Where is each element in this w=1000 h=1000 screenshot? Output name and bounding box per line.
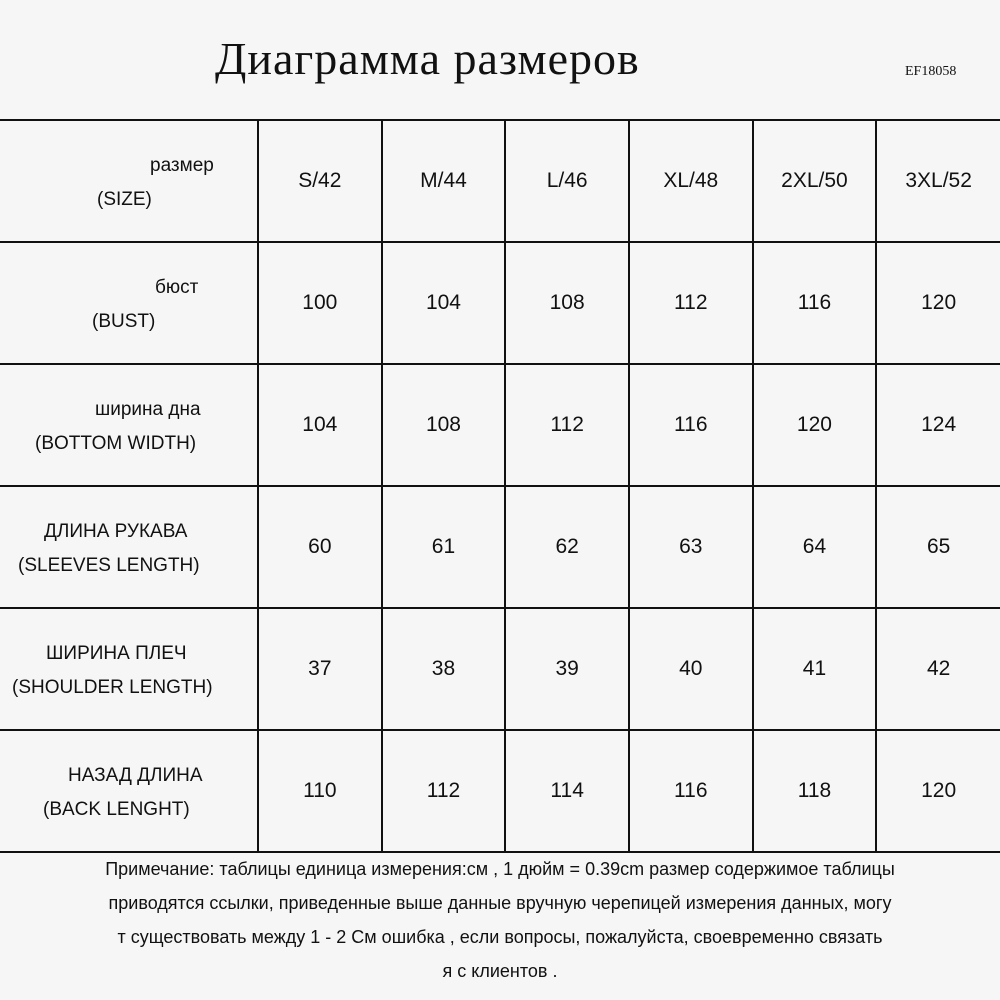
size-label-cell [0, 120, 258, 242]
size-label-en: (SIZE) [97, 189, 152, 210]
table-cell: 120 [876, 730, 1000, 852]
table-cell: 39 [505, 608, 629, 730]
note-line: я с клиентов . [442, 961, 558, 981]
table-cell: 40 [629, 608, 753, 730]
row-label-en: (SHOULDER LENGTH) [12, 677, 213, 698]
row-label-cell [0, 242, 258, 364]
table-cell: 108 [382, 364, 506, 486]
row-label-ru: ДЛИНА РУКАВА [44, 521, 188, 542]
note-line: Примечание: таблицы единица измерения:см , 1 дюйм = 0.39cm размер содержимое таблицы [105, 859, 895, 879]
row-label-cell [0, 608, 258, 730]
row-label-en: (BACK LENGHT) [43, 799, 190, 820]
note-text [0, 852, 1000, 988]
row-label-en: (BOTTOM WIDTH) [35, 433, 197, 454]
size-header-cell: XL/48 [629, 120, 753, 242]
size-label-ru: размер [150, 155, 214, 176]
table-row [0, 608, 1000, 730]
table-cell: 42 [876, 608, 1000, 730]
table-row [0, 364, 1000, 486]
row-label-cell [0, 730, 258, 852]
note-line: т существовать между 1 - 2 См ошибка , если вопросы, пожалуйста, своевременно связать [117, 927, 883, 947]
table-cell: 63 [629, 486, 753, 608]
row-label-cell [0, 364, 258, 486]
size-header-cell: 3XL/52 [876, 120, 1000, 242]
size-header-cell: 2XL/50 [753, 120, 877, 242]
table-row [0, 242, 1000, 364]
size-chart-table [0, 119, 1000, 853]
table-cell: 100 [258, 242, 382, 364]
table-cell: 108 [505, 242, 629, 364]
table-cell: 116 [629, 730, 753, 852]
table-cell: 110 [258, 730, 382, 852]
note-line: приводятся ссылки, приведенные выше данные вручную черепицей измерения данных, могу [108, 893, 892, 913]
table-cell: 104 [382, 242, 506, 364]
table-cell: 38 [382, 608, 506, 730]
table-cell: 118 [753, 730, 877, 852]
product-code: EF18058 [905, 64, 957, 79]
table-cell: 116 [753, 242, 877, 364]
row-label-en: (SLEEVES LENGTH) [18, 555, 200, 576]
table-cell: 61 [382, 486, 506, 608]
table-cell: 41 [753, 608, 877, 730]
row-label-ru: НАЗАД ДЛИНА [68, 765, 203, 786]
table-cell: 37 [258, 608, 382, 730]
table-cell: 116 [629, 364, 753, 486]
table-cell: 104 [258, 364, 382, 486]
table-cell: 112 [629, 242, 753, 364]
table-row [0, 730, 1000, 852]
size-header-cell: L/46 [505, 120, 629, 242]
row-label-cell [0, 486, 258, 608]
table-cell: 120 [876, 242, 1000, 364]
table-cell: 124 [876, 364, 1000, 486]
table-cell: 114 [505, 730, 629, 852]
row-label-ru: ширина дна [95, 399, 201, 420]
table-cell: 65 [876, 486, 1000, 608]
row-label-en: (BUST) [92, 311, 156, 332]
table-cell: 62 [505, 486, 629, 608]
row-label-ru: бюст [155, 277, 199, 298]
size-header-cell: S/42 [258, 120, 382, 242]
table-cell: 64 [753, 486, 877, 608]
table-cell: 112 [382, 730, 506, 852]
table-cell: 112 [505, 364, 629, 486]
table-cell: 120 [753, 364, 877, 486]
row-label-ru: ШИРИНА ПЛЕЧ [46, 643, 187, 664]
page-title: Диаграмма размеров [215, 33, 640, 84]
size-header-cell: M/44 [382, 120, 506, 242]
header-row [0, 120, 1000, 242]
table-row [0, 486, 1000, 608]
table-cell: 60 [258, 486, 382, 608]
